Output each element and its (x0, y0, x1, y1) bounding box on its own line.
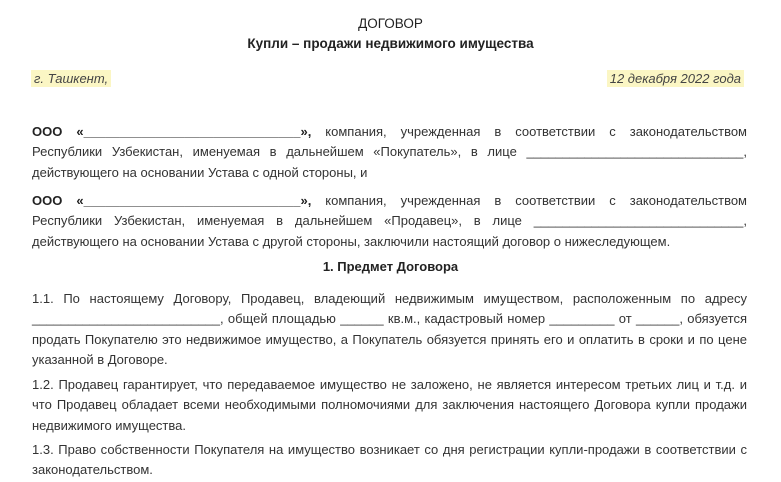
document-subtitle: Купли – продажи недвижимого имущества (247, 36, 534, 51)
seller-org-prefix: ООО « (32, 193, 84, 208)
clause-1-1-text-4: от (614, 311, 636, 327)
address-blank: __________________________ (32, 311, 220, 327)
seller-rep-blank: _____________________________ (533, 213, 744, 229)
party-buyer-paragraph (32, 122, 747, 183)
clause-1-1-text-3: кв.м., кадастровый номер (383, 311, 550, 327)
registration-date-blank: ______ (635, 311, 680, 327)
section-heading: 1. Предмет Договора (322, 259, 459, 274)
clause-1-3: 1.3. Право собственности Покупателя на имущество возникает со дня регистрации купли-продажи в соответствии с законодательством. (32, 442, 747, 478)
document-title: ДОГОВОР (358, 16, 423, 31)
clause-1-1 (32, 289, 747, 371)
buyer-org-suffix: », (300, 124, 312, 139)
clause-1-1-text-5: , обязуется продать Покупателю это недвижимое имущество, а Покупатель обязуется принять его и оплатить в сроки и по цене указанной в Договоре. (32, 311, 747, 368)
contract-city: г. Ташкент, (31, 70, 111, 87)
clause-1-2: 1.2. Продавец гарантирует, что передаваемое имущество не заложено, не является интересом третьих лиц и т.д. и что Продавец обладает всеми необходимыми полномочиями для заключения настоящего Договора купли продажи недвижимого имущества. (32, 377, 747, 433)
buyer-text-1: компания, учрежденная в соответствии с законодательством Республики Узбекистан, именуемая в дальнейшем «Покупатель», в лице (32, 124, 747, 160)
area-blank: ______ (340, 311, 384, 327)
clause-1-1-text-2: , общей площадью (219, 311, 341, 327)
buyer-text-2: , действующего на основании Устава с одной стороны, и (32, 144, 747, 180)
buyer-org-blank: ______________________________ (83, 124, 301, 139)
cadastre-blank: _________ (549, 311, 615, 327)
buyer-org-prefix: ООО « (32, 124, 84, 139)
party-seller-paragraph (32, 191, 747, 252)
seller-org-blank: ______________________________ (83, 193, 301, 208)
contract-date: 12 декабря 2022 года (607, 70, 744, 87)
seller-org-suffix: », (300, 193, 312, 208)
buyer-rep-blank: ______________________________ (526, 144, 744, 160)
seller-text-2: , действующего на основании Устава с другой стороны, заключили настоящий договор о нижеследующем. (32, 213, 747, 249)
clause-1-1-text-1: 1.1. По настоящему Договору, Продавец, владеющий недвижимым имуществом, расположенным по адресу (32, 291, 747, 306)
seller-text-1: компания, учрежденная в соответствии с законодательством Республики Узбекистан, именуемая в дальнейшем «Продавец», в лице (32, 193, 747, 229)
